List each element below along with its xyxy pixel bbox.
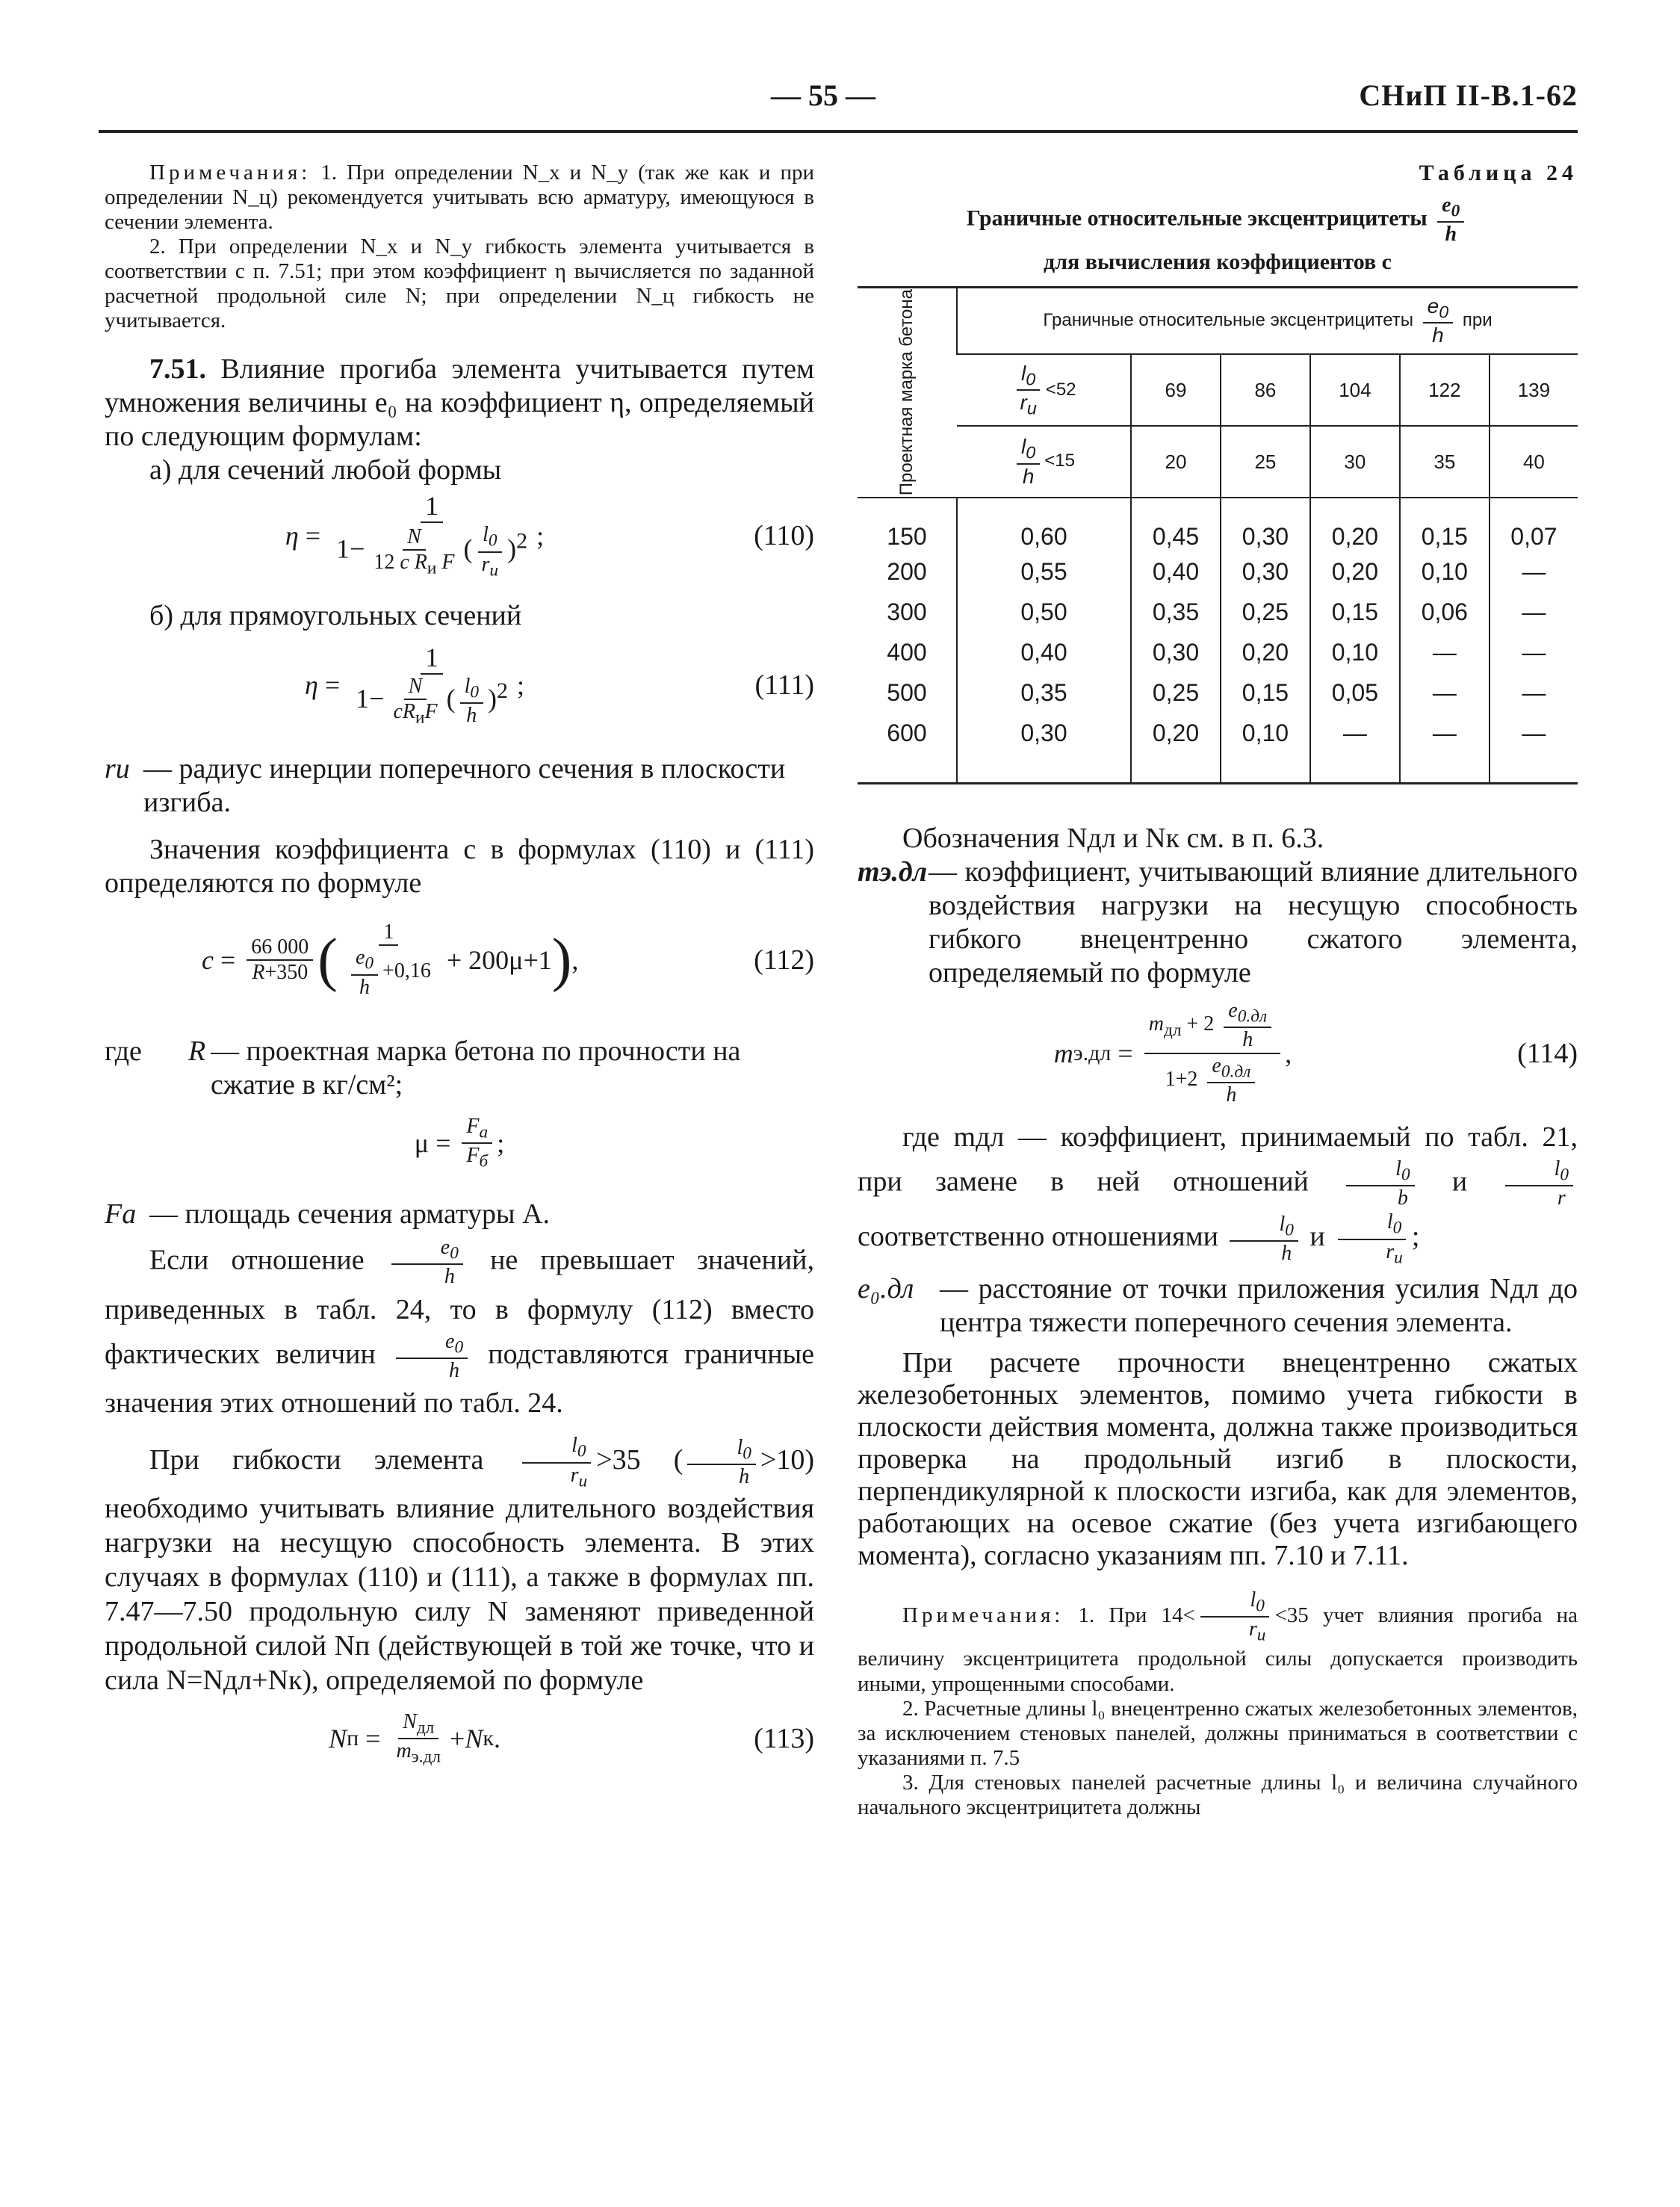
mdl-paragraph: где mдл — коэффициент, принимаемый по табл. 21, при замене в ней отношений $\frac{l_0}{b}$ и $\frac{l_0}{r}$ соответственно отношениями $\frac{l_0}{h}$ и $\frac{l_0}{r_и}$ ; [858, 1121, 1578, 1268]
eccentricity-cell: 0,20 [1131, 713, 1221, 753]
calculation-paragraph: При расчете прочности внецентренно сжатых железобетонных элементов, помимо учета гибкости в плоскости действия момента, должна также производиться проверка на продольный изгиб в плоскости, перпендикулярной к плоскости изгиба, как для элементов, работающих на осевое сжатие (без учета изгибающего момента), согласно указаниям пп. 7.10 и 7.11. [858, 1347, 1578, 1571]
table-row [858, 713, 1578, 753]
eccentricity-cell: 0,40 [957, 632, 1131, 672]
formula-112: c = $\frac{66 000}{R+350}$ ( 1 $\frac{e_0}{h}$ +0,16 + 200μ+1 ) , (112) [202, 920, 814, 999]
ri-value-1: 86 [1221, 354, 1310, 426]
note-2: 2. При определении N_x и N_y гибкость элемента учитывается в соответствии с п. 7.51; при этом коэффициент η вычисляется по заданной расчетной продольной силе N; при определении N_ц гибкость не учитывается. [105, 235, 814, 332]
page-header [99, 78, 1578, 130]
fa-definition: Fа — площадь сечения арматуры А. [105, 1198, 551, 1230]
eccentricity-cell: — [1490, 632, 1578, 672]
eccentricity-cell: — [1400, 672, 1490, 713]
h-value-3: 35 [1400, 426, 1490, 498]
eccentricity-cell: 0,20 [1221, 632, 1310, 672]
concrete-grade-cell: 200 [887, 557, 927, 585]
ri-condition: $\frac{l_0}{r_и}$ <52 [957, 354, 1131, 426]
eccentricity-cell: — [1490, 672, 1578, 713]
h-value-1: 25 [1221, 426, 1310, 498]
formula-111: η = 1 1− $\frac{N}{cR_иF}$ ( $\frac{l_0}{h}$ )$^2$ ; (111) [304, 642, 814, 728]
empty-cell [1221, 753, 1310, 783]
eccentricity-cell: 0,35 [1131, 592, 1221, 632]
empty-cell [1310, 753, 1400, 783]
formula-113: N п = $\frac{N_{дл}}{m_{э.дл}}$ + N к . (113) [329, 1709, 814, 1767]
eccentricity-cell: 0,25 [1131, 672, 1221, 713]
eccentricity-cell: — [1490, 592, 1578, 632]
h-value-4: 40 [1490, 426, 1578, 498]
eccentricity-cell: 0,15 [1310, 592, 1400, 632]
eccentricity-cell: — [1490, 713, 1578, 753]
paragraph-7-51: 7.51. Влияние прогиба элемента учитывается путем умножения величины e₀ на коэффициент η, определяемый по следующим формулам: [105, 353, 815, 452]
concrete-grade-cell: 400 [887, 638, 927, 666]
table-vertical-header: Проектная марка бетона [858, 287, 957, 498]
eccentricity-cell: 0,60 [957, 498, 1131, 551]
eccentricity-cell: — [1310, 713, 1400, 753]
item-b: б) для прямоугольных сечений [149, 600, 522, 631]
empty-cell [1131, 753, 1221, 783]
eccentricity-cell: 0,45 [1131, 498, 1221, 551]
eccentricity-cell: 0,40 [1131, 551, 1221, 592]
eccentricity-cell: 0,10 [1310, 632, 1400, 672]
eccentricity-cell: 0,30 [1131, 632, 1221, 672]
table-row [858, 632, 1578, 672]
right-column [858, 161, 1578, 1820]
formula-114: m э.дл = $m_{дл} + 2$ $\frac{e_{0.дл}}{h}$ 1+2 $\frac{e_{0.дл}}{h}$ , (114) [1053, 999, 1578, 1106]
eccentricity-table [858, 286, 1578, 784]
header-rule [99, 130, 1578, 133]
eccentricity-cell: 0,30 [957, 713, 1131, 753]
formula-110: η = 1 1− $\frac{N}{12 c R_и F}$ ( $\frac{l_0}{r_и}$ )$^2$ ; (110) [285, 490, 814, 581]
ratio-paragraph: Если отношение $\frac{e_0}{h}$ не превышает значений, приведенных в табл. 24, то в формулу (112) вместо фактических величин $\frac{e_0}{h}$ подставляются граничные значения этих отношений по табл. 24. [105, 1236, 815, 1420]
eccentricity-cell: 0,15 [1221, 672, 1310, 713]
h-value-0: 20 [1131, 426, 1221, 498]
eccentricity-cell: 0,50 [957, 592, 1131, 632]
h-condition: $\frac{l_0}{h}$ <15 [957, 426, 1131, 498]
eccentricity-cell: 0,06 [1400, 592, 1490, 632]
concrete-grade-cell: 500 [887, 678, 927, 706]
formula-mu: μ = $\frac{F_а}{F_б}$ ; [414, 1114, 505, 1171]
note-1: Примечания: 1. При определении N_x и N_y (так же как и при определении N_ц) рекомендуется учитывать всю арматуру, имеющуюся в сечении элемента. [105, 161, 814, 234]
ri-value-2: 104 [1310, 354, 1400, 426]
right-note-2: 2. Расчетные длины l₀ внецентренно сжатых железобетонных элементов, за исключением стеновых панелей, должны приниматься в соответствии с указаниями п. 7.5 [858, 1696, 1578, 1770]
empty-cell [1400, 753, 1490, 783]
eccentricity-cell: 0,55 [957, 551, 1131, 592]
table-label: Таблица 24 [1419, 161, 1578, 185]
concrete-grade-cell: 300 [887, 598, 927, 625]
eccentricity-cell: — [1400, 632, 1490, 672]
designations: Обозначения Nдл и Nк см. в п. 6.3. [902, 822, 1324, 854]
concrete-grade-cell: 150 [887, 523, 927, 551]
eccentricity-cell: 0,25 [1221, 592, 1310, 632]
ri-definition: rи — радиус инерции поперечного сечения в плоскости изгиба. [105, 753, 786, 818]
concrete-grade-cell: 600 [887, 719, 927, 746]
right-note-3: 3. Для стеновых панелей расчетные длины l₀ и величина случайного начального эксцентрицитета должны [858, 1770, 1578, 1819]
eccentricity-cell: 0,30 [1221, 498, 1310, 551]
table-bottom-padding [858, 753, 1578, 783]
table-ri-row [858, 354, 1578, 426]
eccentricity-cell: 0,05 [1310, 672, 1400, 713]
table-row [858, 551, 1578, 592]
eccentricity-cell: 0,07 [1490, 498, 1578, 551]
eccentricity-cell: 0,10 [1400, 551, 1490, 592]
flexibility-paragraph: При гибкости элемента $\frac{l_0}{r_и}$ >35 ( $\frac{l_0}{h}$ >10) необходимо учитывать влияние длительного воздействия нагрузки на несущую способность элемента. В этих случаях в формулах (110) и (111), а также в формулах пп. 7.47—7.50 продольную силу N заменяют приведенной продольной силой Nп (действующей в той же точке, что и сила N=Nдл+Nк), определяемой по формуле [105, 1434, 814, 1696]
ri-value-3: 122 [1400, 354, 1490, 426]
table-body [858, 498, 1578, 783]
empty-cell [957, 753, 1131, 783]
empty-cell [1490, 753, 1578, 783]
eccentricity-cell: 0,10 [1221, 713, 1310, 753]
table-h-row [858, 426, 1578, 498]
ri-value-4: 139 [1490, 354, 1578, 426]
document-code: СНиП II-В.1-62 [1359, 78, 1578, 112]
h-value-2: 30 [1310, 426, 1400, 498]
item-a: а) для сечений любой формы [149, 454, 502, 486]
e0-definition: e₀.дл — расстояние от точки приложения усилия Nдл до центра тяжести поперечного сечения элемента. [858, 1273, 1578, 1338]
eccentricity-cell: — [1400, 713, 1490, 753]
right-note-1: Примечания: 1. При 14< $\frac{l_0}{r_и}$ <35 учет влияния прогиба на величину эксцентрицитета продольной силы допускается производить иными, упрощенными способами. [858, 1588, 1578, 1696]
table-subtitle: для вычисления коэффициентов c [1044, 249, 1392, 274]
c-paragraph: Значения коэффициента c в формулах (110) и (111) определяются по формуле [105, 834, 814, 899]
table-row [858, 592, 1578, 632]
r-definition: где R — проектная марка бетона по прочности на сжатие в кг/см²; [105, 1036, 741, 1101]
table-top-header: Граничные относительные эксцентрицитеты $\frac{e_0}{h}$ при [957, 287, 1578, 354]
eccentricity-cell: 0,15 [1400, 498, 1490, 551]
eccentricity-cell: 0,30 [1221, 551, 1310, 592]
eccentricity-cell: — [1490, 551, 1578, 592]
m-definition: mэ.дл — коэффициент, учитывающий влияние длительного воздействия нагрузки на несущую способность гибкого внецентренно сжатого элемента, определяемый по формуле [858, 855, 1578, 988]
table-row [858, 672, 1578, 713]
eccentricity-cell: 0,20 [1310, 551, 1400, 592]
table-row [858, 498, 1578, 551]
ri-value-0: 69 [1131, 354, 1221, 426]
eccentricity-cell: 0,20 [1310, 498, 1400, 551]
left-column [105, 161, 814, 1780]
page-number: — 55 — [771, 78, 875, 112]
eccentricity-cell: 0,35 [957, 672, 1131, 713]
empty-cell [858, 753, 957, 783]
table-title: Граничные относительные эксцентрицитеты $\frac{e_0}{h}$ [858, 194, 1578, 247]
